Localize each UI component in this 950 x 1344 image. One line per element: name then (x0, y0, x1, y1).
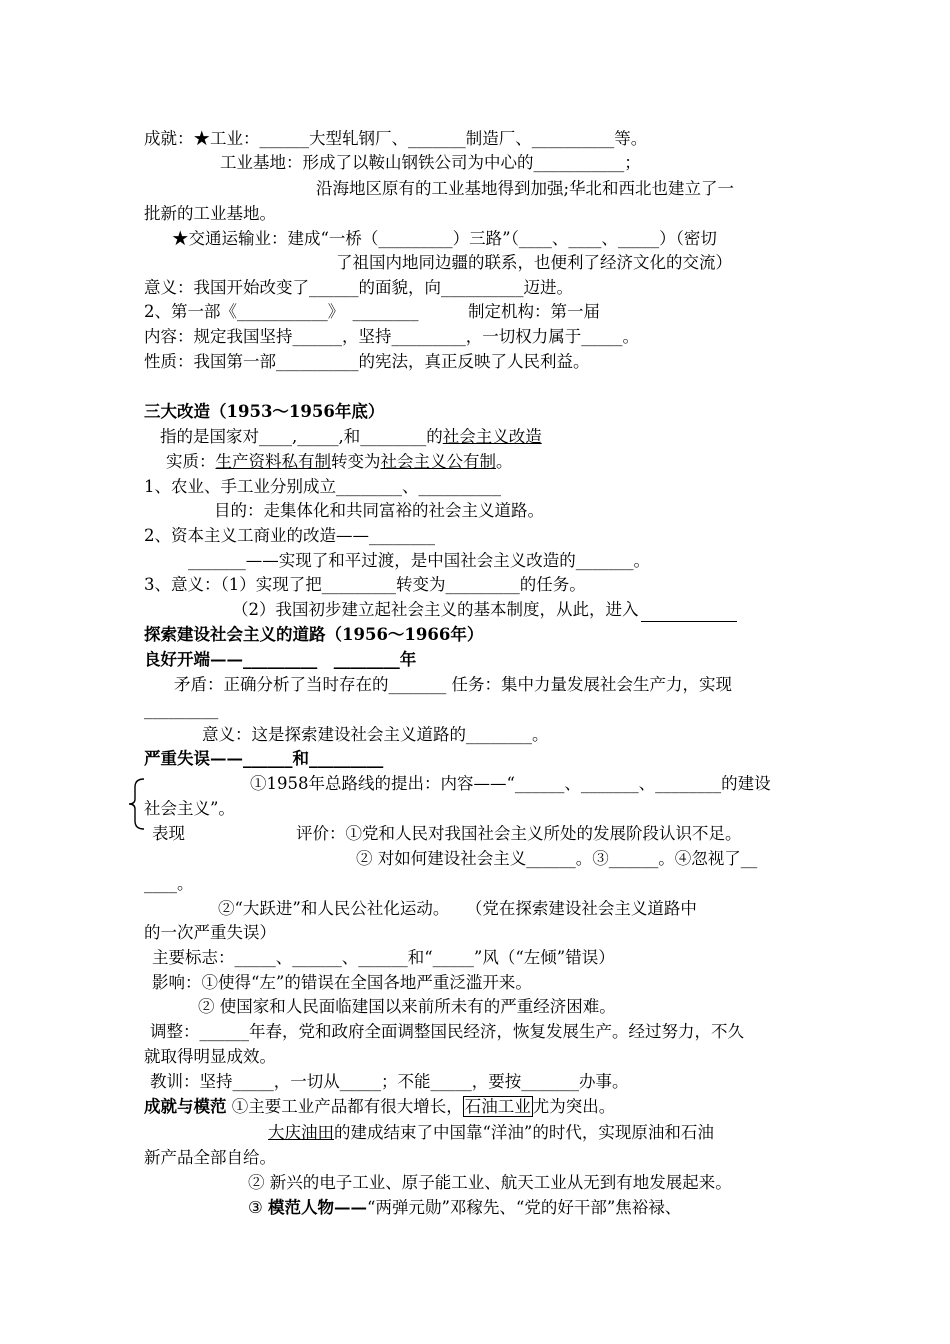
text-span: （2）我国初步建立起社会主义的基本制度，从此，进入 (232, 600, 639, 619)
text-line: ② 对如何建设社会主义______。③______。④忽视了__ (356, 849, 758, 868)
underlined-term: 社会主义改造 (442, 427, 542, 446)
text-line (166, 451, 513, 473)
text-line: 性质：我国第一部__________的宪法，真正反映了人民利益。 (144, 352, 590, 371)
text-line: 影响：①使得“左”的错误在全国各地严重泛滥开来。 (152, 973, 532, 992)
underlined-term: 大庆油田 (268, 1123, 334, 1142)
text-line (232, 599, 737, 622)
text-span: ③ (248, 1198, 263, 1217)
text-line: 内容：规定我国坚持______，坚持_________，一切权力属于_____。 (144, 327, 639, 346)
text-line: 调整：______年春，党和政府全面调整国民经济，恢复发展生产。经过努力，不久 (150, 1022, 744, 1041)
text-line: ①1958年总路线的提出：内容——“______、_______、________的建设 (250, 774, 771, 793)
text-line (248, 1197, 681, 1219)
underlined-term: 社会主义公有制 (380, 452, 496, 471)
text-line: 2、资本主义工商业的改造——________ (144, 526, 435, 545)
text-line: _________ (144, 700, 219, 719)
text-span: 模范人物—— (268, 1198, 368, 1217)
text-line (160, 426, 542, 448)
text-span: ①主要工业产品都有很大增长， (231, 1097, 463, 1116)
text-line (144, 1096, 615, 1118)
text-line: _______——实现了和平过渡，是中国社会主义改造的_______。 (188, 551, 650, 570)
text-line: 良好开端——_________ ________年 (144, 650, 417, 669)
text-line: 社会主义”。 (144, 799, 235, 818)
text-line: ★交通运输业：建成“一桥（_________）三路”（____、____、_____）（密切 (172, 229, 717, 248)
text-line: 意义：这是探索建设社会主义道路的________。 (202, 725, 549, 744)
blank-line (641, 599, 737, 622)
text-line: ② 新兴的电子工业、原子能工业、航天工业从无到有地发展起来。 (248, 1173, 732, 1192)
text-line: 工业基地：形成了以鞍山钢铁公司为中心的___________； (220, 153, 641, 172)
text-span: 尤为突出。 (532, 1097, 616, 1116)
text-line: 矛盾：正确分析了当时存在的_______ 任务：集中力量发展社会生产力，实现 (174, 675, 732, 694)
text-line (268, 1122, 714, 1144)
text-span: 的建成结束了中国靠“洋油”的时代，实现原油和石油 (334, 1123, 714, 1142)
underlined-term: 生产资料私有制 (215, 452, 331, 471)
boxed-term: 石油工业 (464, 1097, 531, 1116)
text-line: 成就：★工业：______大型轧钢厂、_______制造厂、__________等。 (144, 129, 648, 148)
text-span: 实质： (166, 452, 216, 471)
section-heading: 成就与模范 (144, 1097, 227, 1116)
section-heading: 严重失误——______和_________ (144, 749, 384, 768)
text-line: 沿海地区原有的工业基地得到加强;华北和西北也建立了一 (316, 179, 735, 198)
text-line: 的一次严重失误） (144, 923, 276, 942)
text-line: 了祖国内地同边疆的联系，也便利了经济文化的交流） (336, 253, 732, 272)
text-line: ____。 (144, 874, 194, 893)
text-line: 意义：我国开始改变了______的面貌，向__________迈进。 (144, 278, 573, 297)
text-line: ② 使国家和人民面临建国以来前所未有的严重经济困难。 (198, 997, 616, 1016)
text-span: 指的是国家对____,_____,和________的 (160, 427, 443, 446)
text-line: ②“大跃进”和人民公社化运动。 （党在探索建设社会主义道路中 (218, 899, 697, 918)
text-span: 。 (496, 452, 513, 471)
text-line: 2、第一部《___________》 ________ 制定机构：第一届 (144, 302, 600, 321)
text-line: 评价：①党和人民对我国社会主义所处的发展阶段认识不足。 (296, 824, 742, 843)
text-span: 转变为 (331, 452, 381, 471)
section-heading: 三大改造（1953～1956年底） (144, 402, 385, 421)
text-line: 目的：走集体化和共同富裕的社会主义道路。 (214, 501, 544, 520)
text-line: 1、农业、手工业分别成立________、__________ (144, 477, 501, 496)
text-line: 主要标志：_____、______、______和“_____”风（“左倾”错误） (152, 948, 615, 967)
text-line: 教训：坚持_____，一切从_____；不能_____，要按_______办事。 (150, 1072, 629, 1091)
text-span: “两弹元勋”邓稼先、“党的好干部”焦裕禄、 (367, 1198, 682, 1217)
text-line: 3、意义：（1）实现了把_________转变为_________的任务。 (144, 575, 586, 594)
text-line: 新产品全部自给。 (144, 1148, 276, 1167)
section-heading: 探索建设社会主义的道路（1956～1966年） (144, 625, 484, 644)
text-line: 表现 (152, 824, 185, 843)
text-line: 就取得明显成效。 (144, 1047, 276, 1066)
text-line: 批新的工业基地。 (144, 204, 276, 223)
